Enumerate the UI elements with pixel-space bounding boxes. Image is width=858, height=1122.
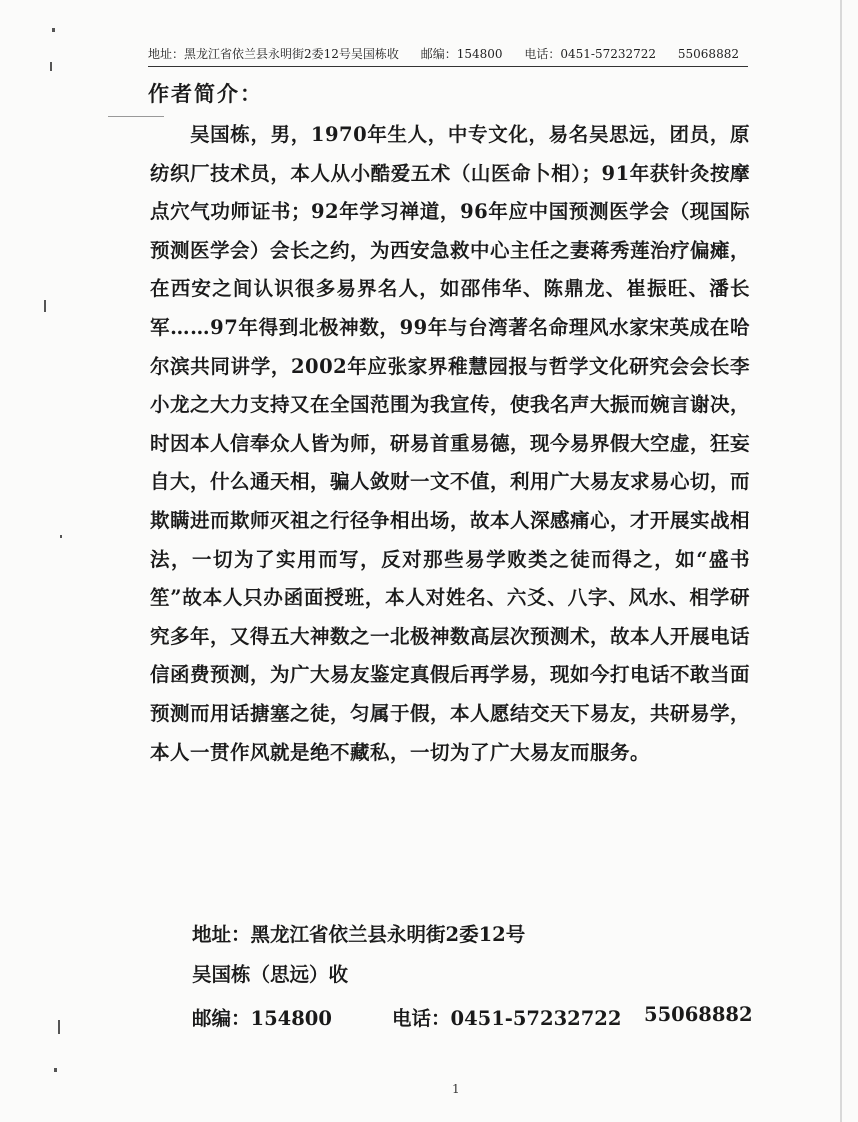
header-phone2: 55068882 [677,47,739,61]
author-biography: 吴国栋，男，1970年生人，中专文化，易名吴思远，团员，原纺织厂技术员，本人从小酷爱五术（山医命卜相）；91年获针灸按摩点穴气功师证书；92年学习禅道，96年应中国预测医学会（现国际预测医学会）会长之约，为西安急救中心主任之妻蒋秀莲治疗偏瘫，在西安之间认识很多易界名人，如邵伟华、陈鼎龙、崔振旺、潘长军……97年得到北极神数，99年与台湾著名命理风水家宋英成在哈尔滨共同讲学，2002年应张家界稚慧园报与哲学文化研究会会长李小龙之大力支持又在全国范围为我宣传，使我名声大振而婉言谢决，时因本人信奉众人皆为师，研易首重易德，现今易界假大空虚，狂妄自大，什么通天相，骗人敛财一文不值，利用广大易友求易心切，而欺瞒进而欺师灭祖之行径争相出场，故本人深感痛心，才开展实战相法，一切为了实用而写，反对那些易学败类之徒而得之，如“盛书笙”故本人只办函面授班，本人对姓名、六爻、八字、风水、相学研究多年，又得五大神数之一北极神数高层次预测术，故本人开展电话信函费预测，为广大易友鉴定真假后再学易，现如今打电话不敢当面预测而用话搪塞之徒，匀属于假，本人愿结交天下易友，共研易学，本人一贯作风就是绝不藏私，一切为了广大易友而服务。 [150,123,751,764]
contact-phone: 电话：0451-57232722 [392,1007,622,1030]
page-number: 1 [452,1082,460,1096]
contact-recipient: 吴国栋（思远）收 [192,963,349,986]
scan-speck [54,1068,57,1072]
contact-address: 地址：黑龙江省依兰县永明街2委12号 [192,923,526,946]
header-postcode: 邮编：154800 [420,47,503,61]
scan-speck [52,28,55,32]
scan-speck [58,1020,60,1034]
scan-speck [44,300,46,312]
scan-speck [108,116,164,117]
header-address: 地址：黑龙江省依兰县永明街2委12号吴国栋收 [148,47,399,61]
contact-phone2: 55068882 [644,1003,753,1026]
scan-speck [50,62,52,71]
header-phone: 电话：0451-57232722 [524,47,657,61]
scan-speck [60,535,62,538]
contact-postcode: 邮编：154800 [192,1007,332,1030]
scan-edge-line [840,0,842,1122]
page-header [148,44,748,67]
section-title: 作者简介： [148,81,263,106]
